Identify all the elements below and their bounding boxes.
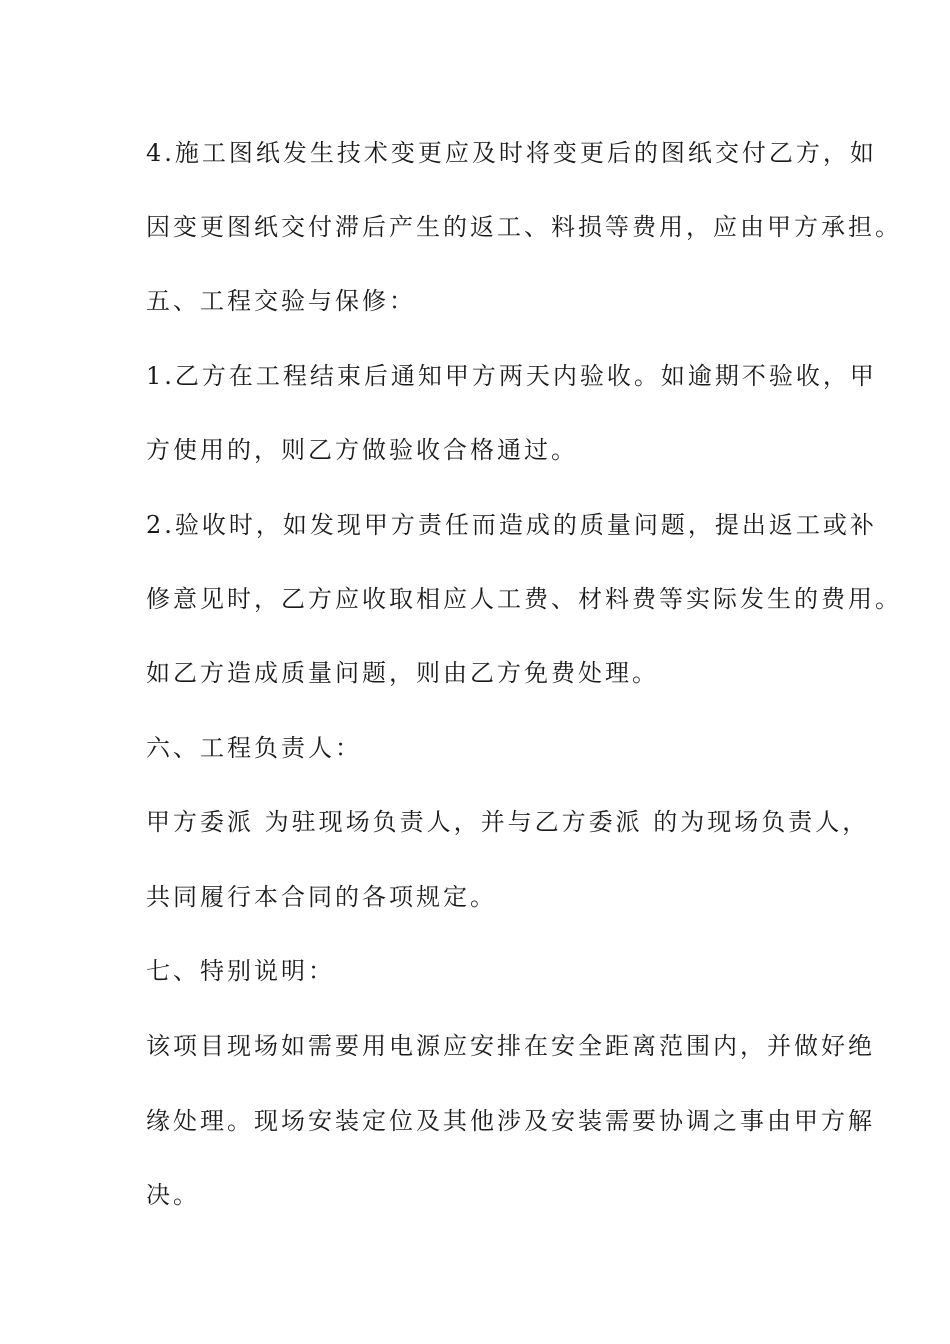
paragraph-line: 方使用的，则乙方做验收合格通过。 [146, 436, 578, 464]
section-heading: 七、特别说明： [146, 957, 335, 985]
section-heading: 六、工程负责人： [146, 734, 362, 762]
paragraph-line: 甲方委派 为驻现场负责人，并与乙方委派 的为现场负责人， [146, 808, 870, 836]
section-heading: 五、工程交验与保修： [146, 287, 416, 315]
paragraph-line: 2.验收时，如发现甲方责任而造成的质量问题，提出返工或补 [146, 511, 877, 539]
paragraph-line: 如乙方造成质量问题，则由乙方免费处理。 [146, 659, 659, 687]
paragraph-line: 决。 [146, 1181, 200, 1209]
paragraph-line: 4.施工图纸发生技术变更应及时将变更后的图纸交付乙方，如 [146, 139, 877, 167]
paragraph-line: 共同履行本合同的各项规定。 [146, 883, 497, 911]
paragraph-line: 修意见时，乙方应收取相应人工费、材料费等实际发生的费用。 [146, 585, 902, 613]
paragraph-line: 因变更图纸交付滞后产生的返工、料损等费用，应由甲方承担。 [146, 213, 902, 241]
paragraph-line: 缘处理。现场安装定位及其他涉及安装需要协调之事由甲方解 [146, 1107, 875, 1135]
paragraph-line: 1.乙方在工程结束后通知甲方两天内验收。如逾期不验收，甲 [146, 362, 877, 390]
paragraph-line: 该项目现场如需要用电源应安排在安全距离范围内，并做好绝 [146, 1032, 875, 1060]
